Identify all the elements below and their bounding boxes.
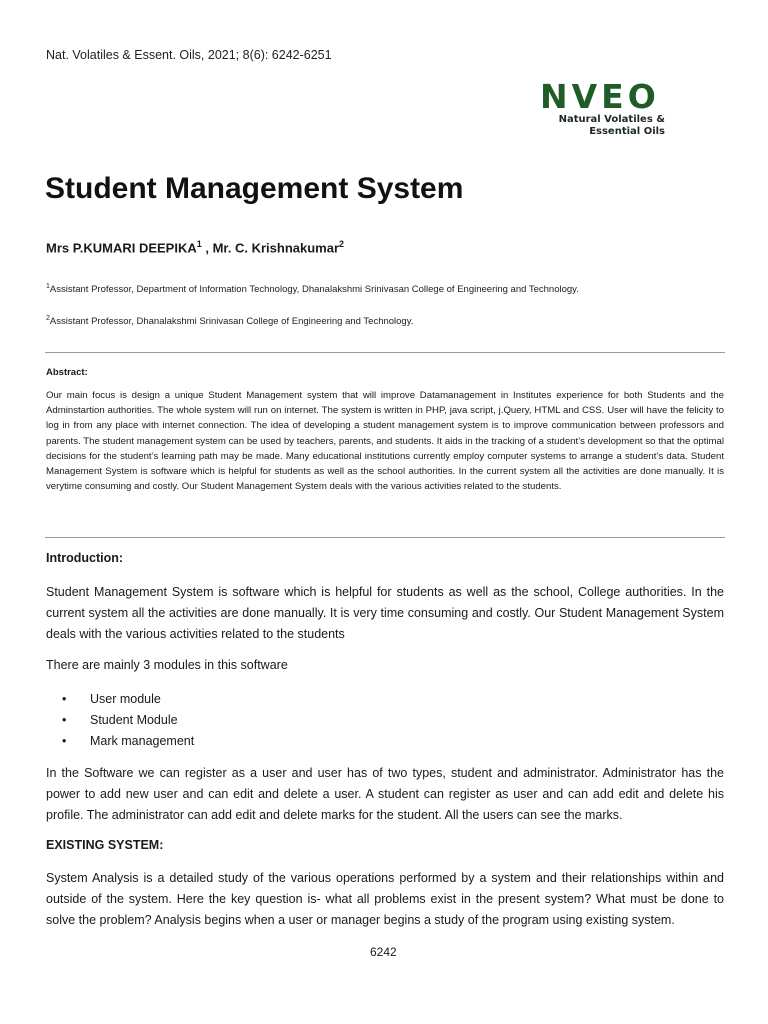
modules-intro: There are mainly 3 modules in this software xyxy=(46,658,288,672)
affiliation-marker: 1 xyxy=(46,283,50,290)
affiliation-text: Assistant Professor, Department of Information Technology, Dhanalakshmi Srinivasan College of Engineering and Technology. xyxy=(49,284,579,296)
affiliation-text: Assistant Professor, Dhanalakshmi Srinivasan College of Engineering and Technology. xyxy=(49,316,414,328)
journal-citation: Nat. Volatiles & Essent. Oils, 2021; 8(6): 6242-6251 xyxy=(46,48,332,62)
section-divider xyxy=(45,537,725,538)
list-item-text: Student Module xyxy=(90,713,178,727)
introduction-paragraph: Student Management System is software which is helpful for students as well as the school, College authorities. In the current system all the activities are done manually. It is very time consuming and costly. Our Student Management System deals with the various activities related to the students xyxy=(46,585,724,641)
section-divider xyxy=(45,352,725,353)
journal-logo xyxy=(540,77,665,138)
introduction-heading: Introduction: xyxy=(46,551,124,565)
list-item-text: User module xyxy=(90,692,161,706)
abstract-text: Our main focus is design a unique Student Management system that will improve Datamanagement in Institutes experience for both Students and the Adminstartion authorities. The whole system will run on internet. The system is written in PHP, java script, j.Query, HTML and CSS. User will have the felicity to log in from any place with internet connection. The idea of developing a student management system is to improve communication between professors and parents. The student management system can be used by teachers, parents, and students. It aids in the tracking of a student’s development so that the optimal decisions for the student’s learning path may be made. Many educational institutions currently employ computer systems to arrange a student’s data. Student Management System is software which is helpful for students as well as the school authorities. In the current system all the activities are done manually. It is verytime consuming and costly. Our Student Management System deals with the various activities related to the students. xyxy=(46,390,724,493)
logo-line-1: Natural Volatiles & xyxy=(558,114,665,125)
page-number: 6242 xyxy=(370,945,397,959)
modules-list xyxy=(62,689,194,752)
existing-system-heading: EXISTING SYSTEM: xyxy=(46,838,164,852)
affiliation xyxy=(46,315,413,327)
affiliation-marker: 2 xyxy=(46,315,50,322)
bullet-icon: • xyxy=(62,692,67,706)
logo-mark: NVEO xyxy=(540,77,660,116)
abstract-heading: Abstract: xyxy=(46,367,88,378)
list-item xyxy=(62,710,194,731)
list-item xyxy=(62,689,194,710)
author-name: Mrs P.KUMARI DEEPIKA xyxy=(46,240,197,256)
author-affil-marker: 2 xyxy=(339,239,345,249)
author-name: Mr. C. Krishnakumar xyxy=(212,240,340,256)
author-list xyxy=(46,239,344,255)
affiliation xyxy=(46,283,579,295)
user-types-paragraph: In the Software we can register as a user and user has of two types, student and administrator. Administrator has the power to add new user and can edit and delete a user. A student can register as user and can add edit and delete his profile. The administrator can add edit and delete marks for the student. All the users can see the marks. xyxy=(46,766,724,822)
list-item-text: Mark management xyxy=(90,734,195,748)
author-separator: , xyxy=(201,240,213,256)
paper-title: Student Management System xyxy=(45,172,464,205)
existing-system-paragraph: System Analysis is a detailed study of the various operations performed by a system and their relationships within and outside of the system. Here the key question is- what all problems exist in the present system? What must be done to solve the problem? Analysis begins when a user or manager begins a study of the program using existing system. xyxy=(46,871,724,927)
bullet-icon: • xyxy=(62,734,67,748)
logo-line-2: Essential Oils xyxy=(589,126,665,137)
bullet-icon: • xyxy=(62,713,67,727)
list-item xyxy=(62,731,194,752)
author-affil-marker: 1 xyxy=(196,239,202,249)
